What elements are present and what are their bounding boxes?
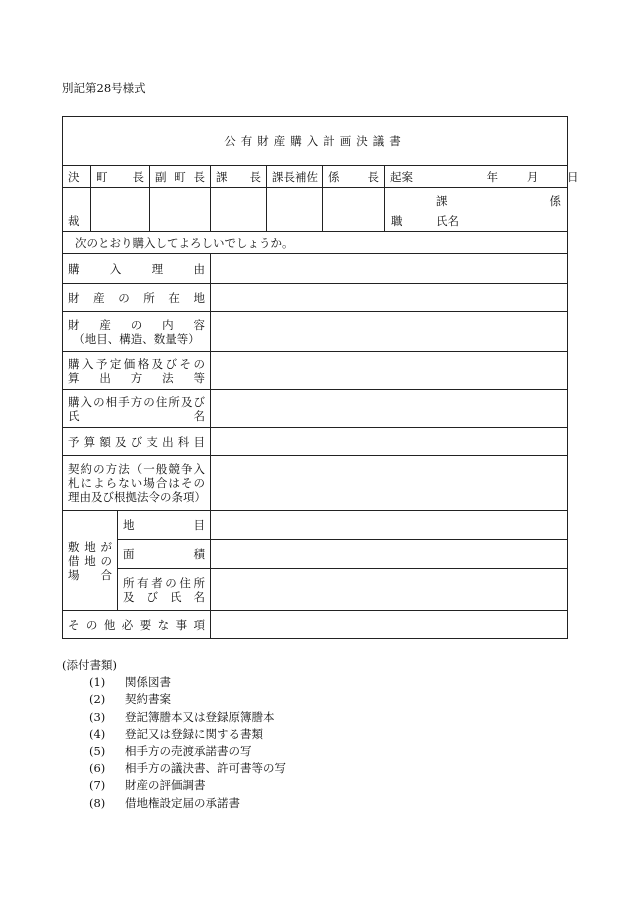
field-price[interactable] (211, 352, 568, 390)
row-label-partner (63, 390, 211, 428)
position-unit-chief: 係 長 (323, 166, 385, 188)
attachment-text: 財産の評価調書 (125, 778, 206, 793)
attachment-text: 登記簿謄本又は登録原簿謄本 (125, 709, 275, 724)
attachment-item (89, 691, 286, 708)
purchase-plan-form (62, 116, 579, 639)
row-label-budget: 予算額及び支出科目 (63, 428, 211, 456)
attachment-item (89, 709, 286, 726)
field-partner[interactable] (211, 390, 568, 428)
form-title: 公有財産購入計画決議書 (63, 117, 568, 166)
position-deputy-mayor: 副町長 (150, 166, 211, 188)
stamp-deputy-mayor[interactable] (150, 188, 211, 232)
attachment-item (89, 674, 286, 691)
attachment-number: (7) (89, 778, 106, 793)
field-location[interactable] (211, 284, 568, 312)
row-label-contract: 契約の方法（一般競争入札によらない場合はその理由及び根拠法令の条項） (63, 456, 211, 511)
attachments-section (62, 657, 286, 812)
attachment-text: 登記又は登録に関する書類 (125, 726, 263, 741)
year-label: 年 (486, 169, 499, 184)
drafter-info-cell[interactable] (385, 188, 568, 232)
attachment-item (89, 743, 286, 760)
row-label-reason: 購入理由 (63, 254, 211, 284)
row-label-price (63, 352, 211, 390)
field-chimoku[interactable] (211, 511, 568, 540)
field-content[interactable] (211, 312, 568, 352)
field-owner[interactable] (211, 569, 568, 611)
attachment-number: (6) (89, 761, 106, 776)
day-label: 日 (566, 169, 579, 184)
draft-date-cell (385, 166, 579, 188)
position-section-chief: 課 長 (211, 166, 267, 188)
decision-label-bottom: 裁 (63, 188, 91, 232)
owner-label-line1: 所有者の住所 (123, 575, 205, 590)
leased-label-line3: 場 合 (68, 567, 112, 582)
attachment-item (89, 726, 286, 743)
form-number-label: 別記第28号様式 (62, 81, 146, 95)
attachment-number: (3) (89, 709, 106, 724)
attachment-item (89, 777, 286, 794)
price-label-line2: 算出方法等 (68, 370, 205, 385)
row-label-content (63, 312, 211, 352)
content-label-line2: （地目、構造、数量等） (73, 331, 200, 346)
attachment-item (89, 795, 286, 812)
row-label-chimoku: 地目 (118, 511, 211, 540)
attachment-number: (8) (89, 795, 106, 810)
stamp-section-chief[interactable] (211, 188, 267, 232)
partner-label-line1: 購入の相手方の住所及び (68, 394, 205, 409)
leased-label-line1: 敷地が (68, 539, 112, 554)
attachment-number: (5) (89, 744, 106, 759)
field-contract[interactable] (211, 456, 568, 511)
stamp-assistant-chief[interactable] (267, 188, 323, 232)
position-town-mayor: 町 長 (91, 166, 150, 188)
field-budget[interactable] (211, 428, 568, 456)
shimei-label: 氏名 (436, 214, 459, 228)
position-assistant-chief: 課長補佐 (267, 166, 323, 188)
owner-label-line2: 及び氏名 (123, 589, 205, 604)
attachment-text: 相手方の売渡承諾書の写 (125, 744, 252, 759)
dept-kakari-label: 係 (549, 194, 561, 208)
attachment-text: 契約書案 (125, 692, 171, 707)
row-label-other: その他必要な事項 (63, 611, 211, 639)
row-label-menseki: 面積 (118, 540, 211, 569)
stamp-town-mayor[interactable] (91, 188, 150, 232)
attachment-text: 関係図書 (125, 675, 171, 690)
content-label-line1: 財産の内容 (68, 317, 205, 332)
draft-label: 起案 (390, 169, 413, 184)
attachments-heading: (添付書類) (62, 658, 117, 672)
month-label: 月 (526, 169, 539, 184)
partner-label-line2: 氏名 (68, 408, 205, 423)
field-other[interactable] (211, 611, 568, 639)
intro-text: 次のとおり購入してよろしいでしょうか。 (63, 232, 568, 254)
field-menseki[interactable] (211, 540, 568, 569)
shoku-label: 職 (391, 214, 403, 228)
attachment-number: (1) (89, 675, 106, 690)
decision-label-top: 決 (63, 166, 91, 188)
price-label-line1: 購入予定価格及びその (68, 356, 205, 371)
attachment-number: (4) (89, 726, 106, 741)
leased-label-line2: 借地の (68, 553, 112, 568)
attachment-text: 借地権設定届の承諾書 (125, 795, 240, 810)
stamp-unit-chief[interactable] (323, 188, 385, 232)
field-reason[interactable] (211, 254, 568, 284)
row-label-location: 財産の所在地 (63, 284, 211, 312)
dept-ka-label: 課 (436, 194, 448, 208)
attachment-item (89, 760, 286, 777)
attachment-number: (2) (89, 692, 106, 707)
attachment-text: 相手方の議決書、許可書等の写 (125, 761, 286, 776)
row-label-leased-land (63, 511, 118, 611)
row-label-owner (118, 569, 211, 611)
